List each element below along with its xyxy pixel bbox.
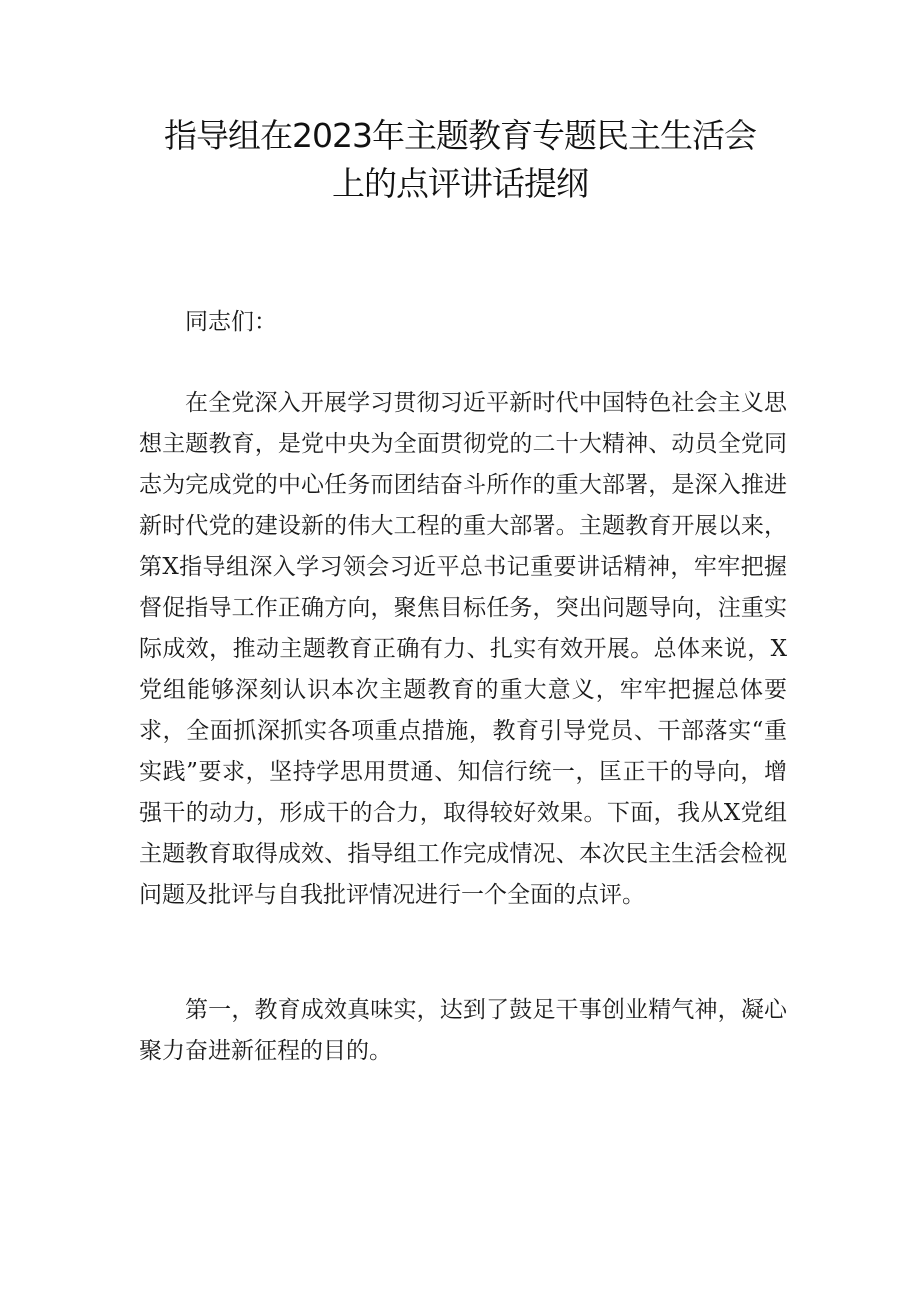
body-paragraph-2: 第一，教育成效真味实，达到了鼓足干事创业精气神，凝心聚力奋进新征程的目的。 xyxy=(139,997,787,1064)
body-paragraph-1: 在全党深入开展学习贯彻习近平新时代中国特色社会主义思想主题教育，是党中央为全面贯彻党的二十大精神、动员全党同志为完成党的中心任务而团结奋斗所作的重大部署，是深入推进新时代党的建设新的伟大工程的重大部署。主题教育开展以来，第X指导组深入学习领会习近平总书记重要讲话精神，牢牢把握督促指导工作正确方向，聚焦目标任务，突出问题导向，注重实际成效，推动主题教育正确有力、扎实有效开展。总体来说，X党组能够深刻认识本次主题教育的重大意义，牢牢把握总体要求，全面抓深抓实各项重点措施，教育引导党员、干部落实“重实践”要求，坚持学思用贯通、知信行统一，匡正干的导向，增强干的动力，形成干的合力，取得较好效果。下面，我从X党组主题教育取得成效、指导组工作完成情况、本次民主生活会检视问题及批评与自我批评情况进行一个全面的点评。 xyxy=(139,390,787,908)
greeting: 同志们： xyxy=(185,309,277,335)
title-line-1: 指导组在2023年主题教育专题民主生活会 xyxy=(164,116,756,155)
document-title xyxy=(100,112,820,208)
title-line-2: 上的点评讲话提纲 xyxy=(332,164,588,203)
